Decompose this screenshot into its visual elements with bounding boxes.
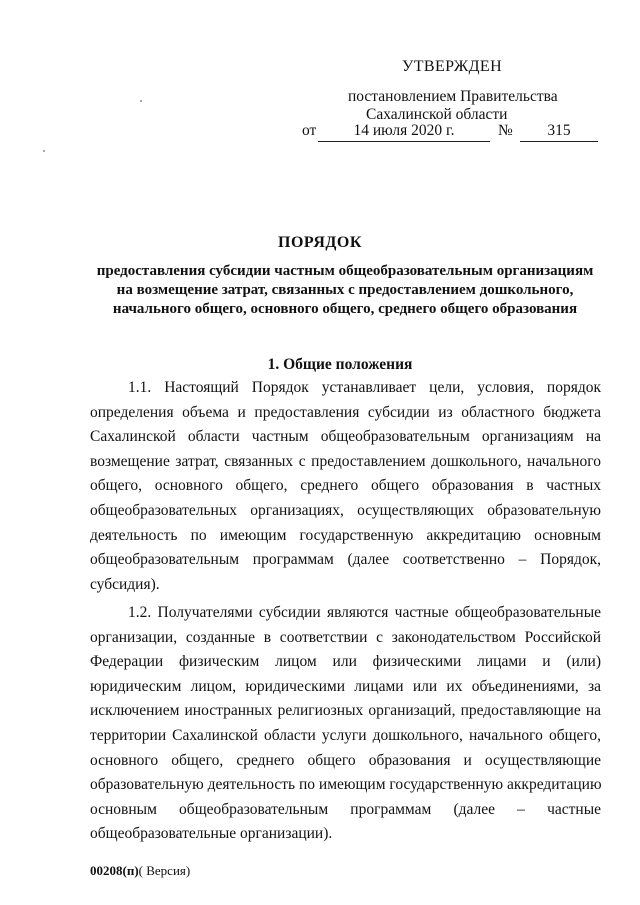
paragraph-line: общеобразовательных организациях, осуществляющих образовательную [90,501,601,519]
paragraph-line: общеобразовательные организации). [90,825,333,843]
from-label: от [302,122,317,139]
paragraph-line: 1.1. Настоящий Порядок устанавливает цели, условия, порядок [128,379,601,396]
paragraph-1-2 [90,601,601,847]
paragraph-1-1 [90,376,601,597]
paragraph-line: 1.2. Получателями субсидии являются частные общеобразовательные [128,604,601,621]
footer-document-code [90,863,190,879]
document-title: ПОРЯДОК [278,234,362,251]
section-heading: 1. Общие положения [267,356,413,373]
paragraph-line: образовательную деятельность по имеющим государственную аккредитацию [90,776,602,794]
paragraph-line: территории Сахалинской области услуги дошкольного, начального общего, [90,726,601,744]
paragraph-line: основного общего, среднего общего образования и осуществляющие [90,751,601,769]
subtitle-line: предоставления субсидии частным общеобразовательным организациям [96,263,594,279]
footer-version: ( Версия) [138,863,191,878]
scan-speck [140,100,142,102]
document-subtitle [80,262,610,319]
approval-date: 14 июля 2020 г. [318,122,490,142]
approval-heading: УТВЕРЖДЕН [402,58,503,75]
paragraph-line: юридическим лицом, юридическими лицами или их объединениями, за [90,677,601,695]
paragraph-line: субсидия). [90,575,160,593]
paragraph-line: возмещение затрат, связанных с предоставлением дошкольного, начального [90,452,601,470]
scan-speck [43,150,45,152]
paragraph-line: Сахалинской области частным общеобразовательным организациям на [90,428,601,446]
paragraph-line: общего, основного общего, среднего общего образования в частных [90,477,601,495]
paragraph-line: общеобразовательным программам (далее соответственно – Порядок, [90,551,601,569]
footer-code: 00208(п) [90,863,139,878]
approval-region-line: Сахалинской области [366,106,508,123]
subtitle-line: на возмещение затрат, связанных с предоставлением дошкольного, [116,282,574,298]
paragraph-line: организации, созданные в соответствии с законодательством Российской [90,628,601,646]
approval-by-line: постановлением Правительства [348,88,558,105]
paragraph-line: деятельность по имеющим государственную аккредитацию основным [90,526,601,544]
paragraph-line: определения объема и предоставления субсидии из областного бюджета [90,403,601,421]
approval-date-row [302,122,602,144]
paragraph-line: основным общеобразовательным программам (далее – частные [90,800,601,818]
approval-number: 315 [520,122,598,142]
paragraph-line: Федерации физическим лицом или физическими лицами и (или) [90,653,601,671]
subtitle-line: начального общего, основного общего, среднего общего образования [112,301,578,317]
paragraph-line: исключением иностранных религиозных организаций, предоставляющие на [90,702,601,720]
number-sign: № [498,122,513,139]
